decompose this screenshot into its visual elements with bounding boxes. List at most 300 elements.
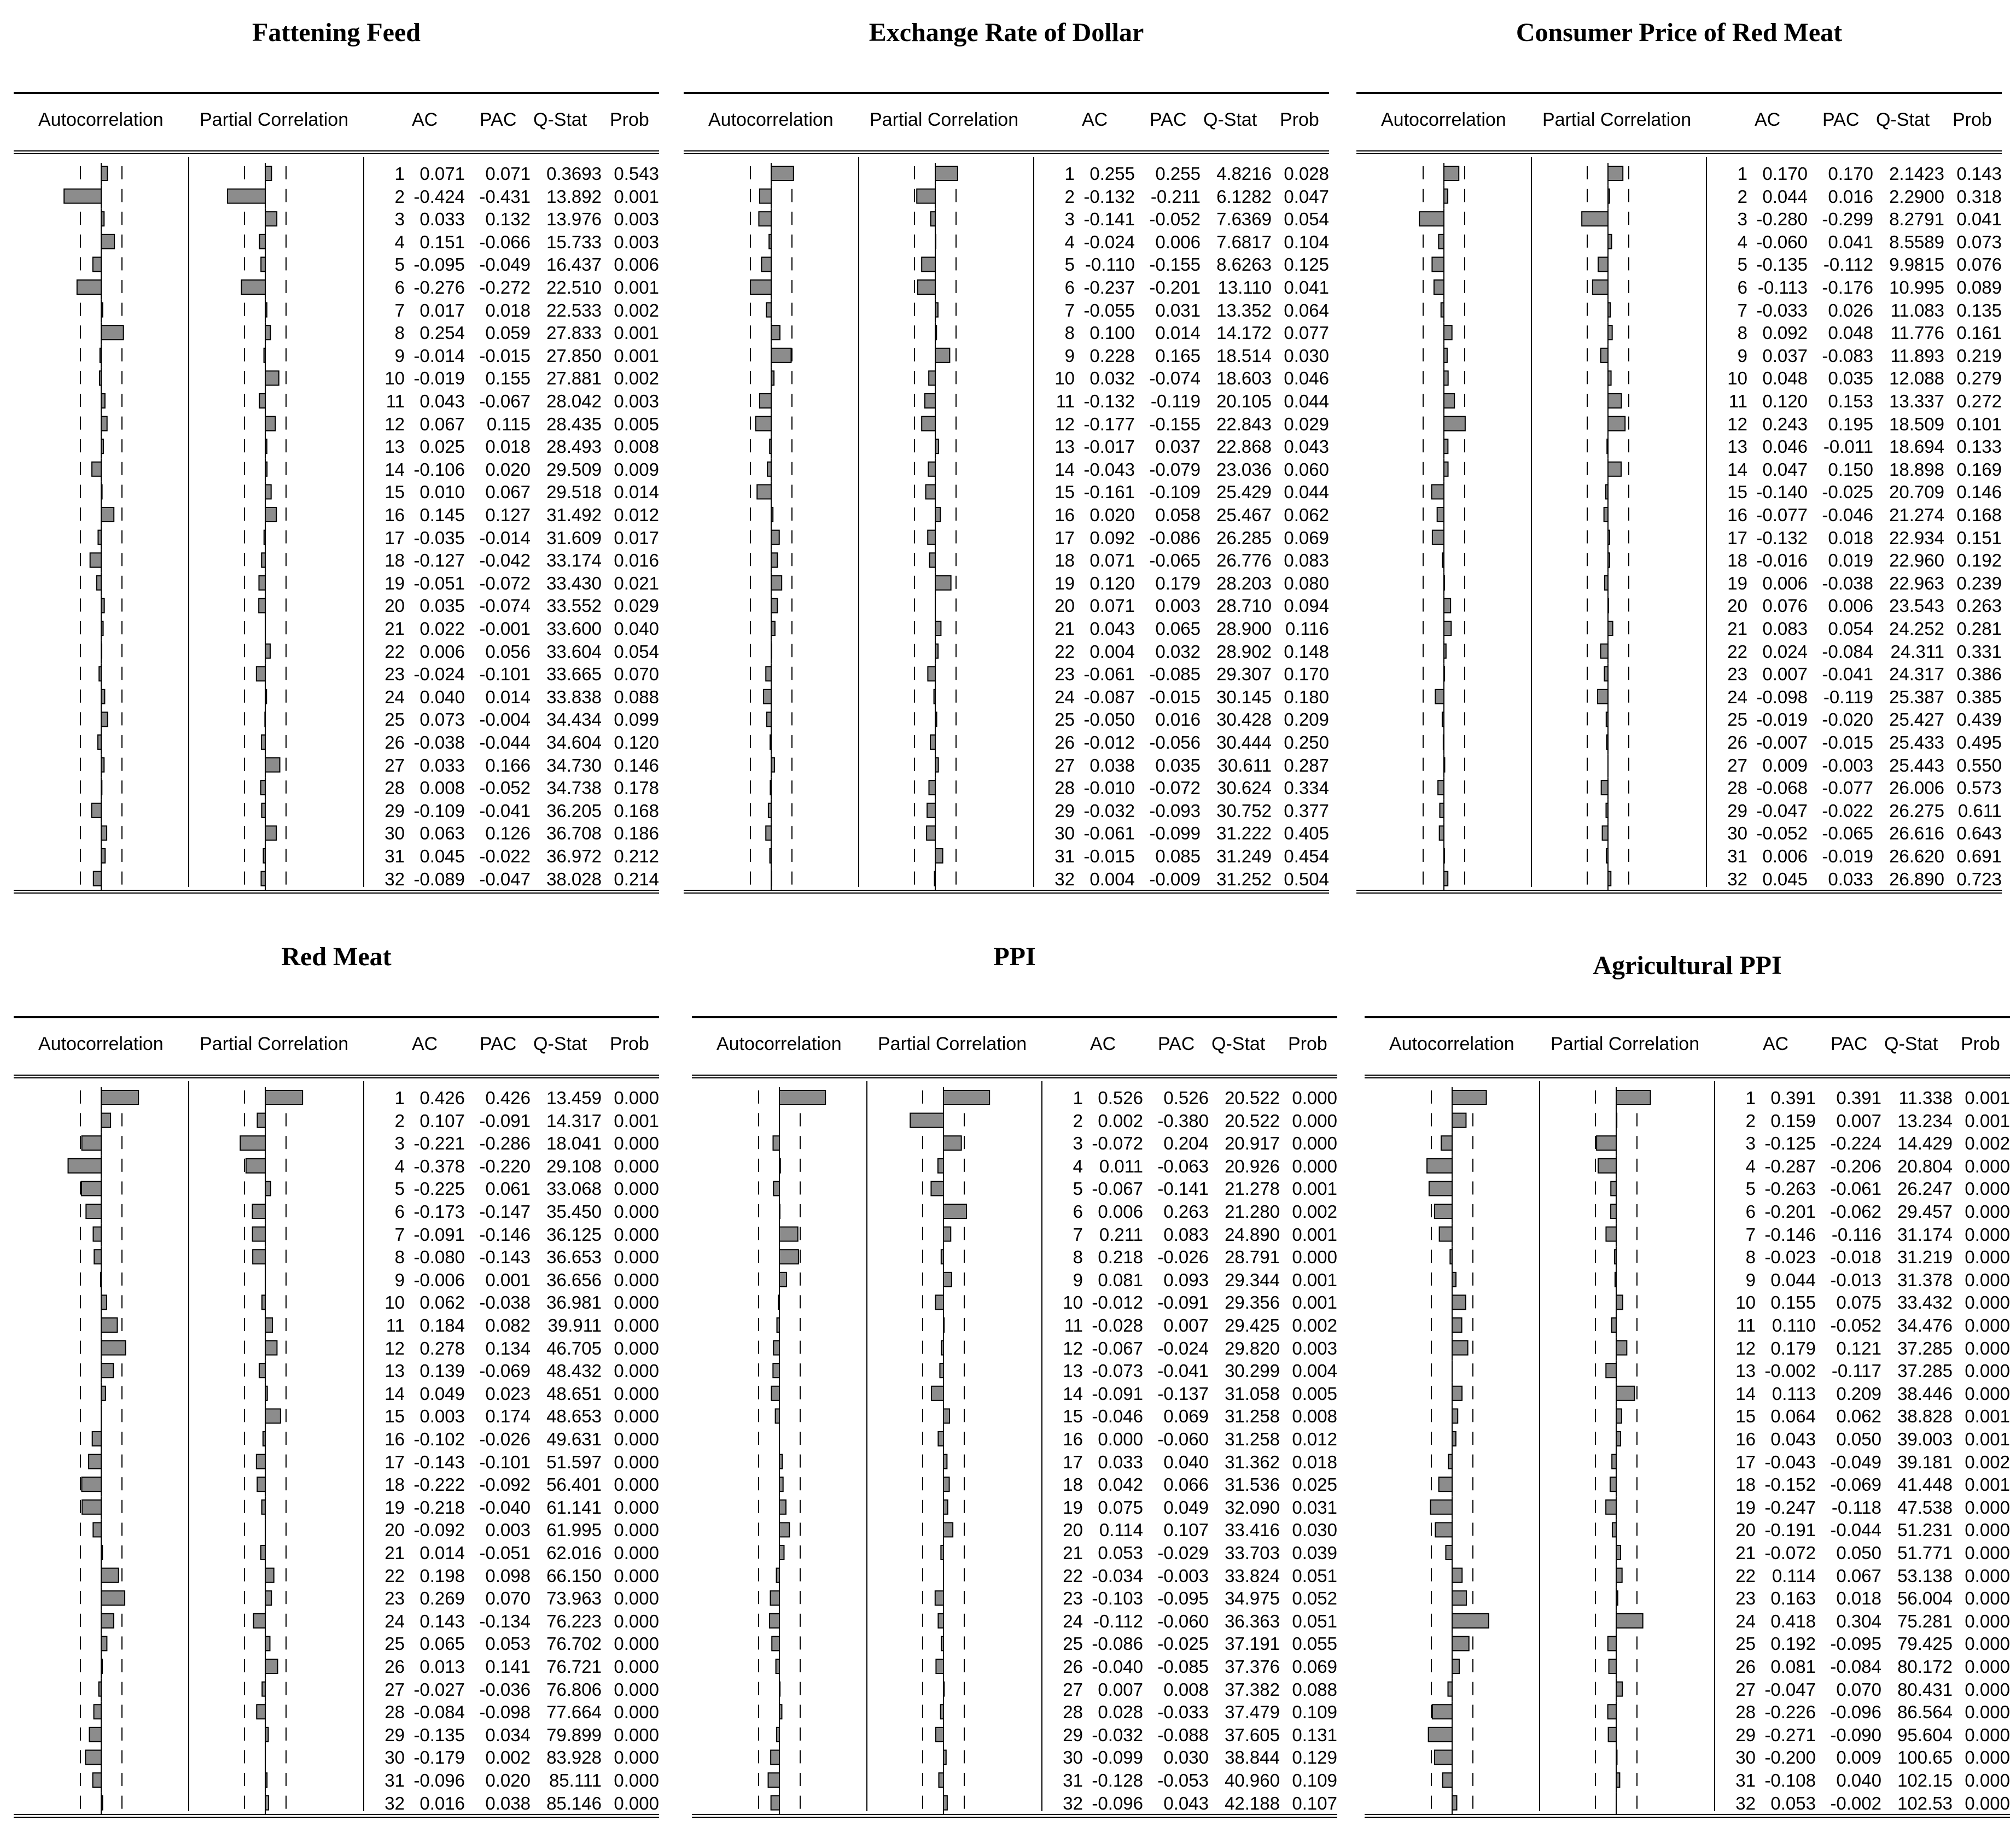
ac-cell: 0.092 xyxy=(1089,527,1135,548)
ac-cell: -0.103 xyxy=(1092,1588,1143,1609)
header-prob: Prob xyxy=(1961,1034,2000,1054)
table-row xyxy=(684,641,1329,664)
ac-cell: 0.045 xyxy=(1762,868,1808,889)
ac-cell: 0.049 xyxy=(419,1383,465,1404)
table-row xyxy=(14,209,659,231)
pac-cell: 0.141 xyxy=(485,1656,531,1677)
lag-cell: 15 xyxy=(1054,482,1075,503)
pac-cell: 0.121 xyxy=(1836,1338,1881,1358)
prob-cell: 0.039 xyxy=(1292,1543,1337,1563)
lag-cell: 9 xyxy=(1745,1269,1756,1290)
ac-cell: -0.086 xyxy=(1092,1633,1143,1654)
ac-cell: 0.120 xyxy=(1762,391,1808,411)
lag-cell: 27 xyxy=(384,1679,405,1700)
table-row xyxy=(684,346,1329,368)
lag-cell: 11 xyxy=(386,1315,405,1335)
ac-cell: 0.179 xyxy=(1770,1338,1816,1358)
ac-cell: 0.025 xyxy=(419,436,465,457)
qstat-cell: 30.444 xyxy=(1216,732,1272,752)
pac-cell: 0.071 xyxy=(485,164,531,184)
prob-cell: 0.000 xyxy=(614,1543,659,1563)
qstat-cell: 34.434 xyxy=(546,709,602,730)
qstat-cell: 33.416 xyxy=(1225,1520,1280,1541)
ac-cell: 0.159 xyxy=(1770,1110,1816,1131)
ac-cell: 0.065 xyxy=(419,1633,465,1654)
table-row xyxy=(1365,1292,2010,1315)
pac-cell: 0.006 xyxy=(1155,231,1201,252)
qstat-cell: 33.430 xyxy=(546,573,602,593)
prob-cell: 0.077 xyxy=(1284,323,1329,343)
lag-cell: 17 xyxy=(1727,527,1747,548)
ac-cell: 0.007 xyxy=(1762,664,1808,685)
table-row xyxy=(684,164,1329,186)
prob-cell: 0.209 xyxy=(1284,709,1329,730)
ac-cell: 0.081 xyxy=(1098,1269,1143,1290)
table-row xyxy=(1365,1770,2010,1793)
prob-cell: 0.018 xyxy=(1292,1451,1337,1472)
ac-cell: 0.033 xyxy=(1098,1451,1143,1472)
pac-cell: -0.272 xyxy=(479,277,531,297)
ac-cell: 0.048 xyxy=(1762,368,1808,389)
pac-cell: -0.147 xyxy=(479,1201,531,1222)
table-row xyxy=(1356,300,2002,323)
prob-cell: 0.272 xyxy=(1956,391,2002,411)
lag-cell: 26 xyxy=(1054,732,1075,752)
ac-cell: 0.016 xyxy=(419,1793,465,1813)
lag-cell: 18 xyxy=(1727,550,1747,571)
prob-cell: 0.611 xyxy=(1957,800,2002,821)
table-row xyxy=(1356,164,2002,186)
ac-cell: 0.044 xyxy=(1770,1269,1816,1290)
header-autocorrelation: Autocorrelation xyxy=(716,1034,842,1054)
pac-cell: -0.084 xyxy=(1822,641,1873,662)
prob-cell: 0.041 xyxy=(1284,277,1329,297)
lag-cell: 23 xyxy=(1054,664,1075,685)
table-row xyxy=(1365,1474,2010,1497)
ac-cell: 0.391 xyxy=(1770,1088,1816,1108)
qstat-cell: 23.036 xyxy=(1216,459,1272,480)
table-row xyxy=(1356,277,2002,300)
qstat-cell: 21.274 xyxy=(1889,505,1944,525)
table-row xyxy=(684,778,1329,800)
table-row xyxy=(1356,596,2002,618)
qstat-cell: 11.893 xyxy=(1890,345,1944,366)
ac-cell: -0.110 xyxy=(1085,254,1135,275)
header-qstat: Q-Stat xyxy=(533,109,587,130)
qstat-cell: 26.890 xyxy=(1889,868,1944,889)
pac-cell: -0.067 xyxy=(479,391,531,411)
table-row xyxy=(692,1178,1337,1201)
pac-cell: 0.526 xyxy=(1163,1088,1209,1108)
table-row xyxy=(684,186,1329,209)
lag-cell: 25 xyxy=(1735,1633,1756,1654)
header-qstat: Q-Stat xyxy=(1211,1034,1266,1054)
table-row xyxy=(1365,1725,2010,1747)
lag-cell: 32 xyxy=(384,1793,405,1813)
prob-cell: 0.000 xyxy=(614,1451,659,1472)
qstat-cell: 48.653 xyxy=(546,1406,602,1427)
lag-cell: 21 xyxy=(384,1543,405,1563)
qstat-cell: 51.231 xyxy=(1897,1520,1953,1541)
prob-cell: 0.318 xyxy=(1956,186,2002,207)
lag-cell: 15 xyxy=(1063,1406,1083,1427)
prob-cell: 0.000 xyxy=(614,1770,659,1790)
prob-cell: 0.014 xyxy=(614,482,659,503)
prob-cell: 0.454 xyxy=(1284,846,1329,866)
lag-cell: 25 xyxy=(1054,709,1075,730)
ac-cell: 0.004 xyxy=(1089,868,1135,889)
table-row xyxy=(14,1793,659,1816)
ac-cell: -0.043 xyxy=(1764,1451,1816,1472)
prob-cell: 0.002 xyxy=(1965,1133,2010,1154)
qstat-cell: 26.275 xyxy=(1889,800,1944,821)
table-body xyxy=(1365,1078,2010,1818)
qstat-cell: 86.564 xyxy=(1897,1702,1953,1723)
table-row xyxy=(14,1656,659,1679)
pac-cell: -0.286 xyxy=(479,1133,531,1154)
qstat-cell: 34.738 xyxy=(546,778,602,798)
pac-cell: 0.165 xyxy=(1155,345,1201,366)
pac-cell: -0.155 xyxy=(1149,413,1201,434)
qstat-cell: 37.285 xyxy=(1897,1361,1953,1381)
panel-title: Consumer Price of Red Meat xyxy=(1516,18,1843,47)
table-row xyxy=(684,869,1329,891)
lag-cell: 3 xyxy=(1737,209,1747,230)
ac-cell: 0.075 xyxy=(1098,1497,1143,1518)
qstat-cell: 18.898 xyxy=(1889,459,1944,480)
table-row xyxy=(14,1292,659,1315)
ac-cell: 0.254 xyxy=(419,323,465,343)
prob-cell: 0.000 xyxy=(614,1406,659,1427)
table-row xyxy=(1356,664,2002,686)
table-row xyxy=(692,1770,1337,1793)
correlogram-table xyxy=(1356,92,2002,894)
table-row xyxy=(14,1611,659,1633)
prob-cell: 0.046 xyxy=(1284,368,1329,389)
qstat-cell: 2.1423 xyxy=(1889,164,1944,184)
ac-cell: -0.098 xyxy=(1756,686,1808,707)
prob-cell: 0.005 xyxy=(1292,1383,1337,1404)
lag-cell: 12 xyxy=(384,413,405,434)
prob-cell: 0.000 xyxy=(1292,1156,1337,1176)
qstat-cell: 27.833 xyxy=(546,323,602,343)
prob-cell: 0.002 xyxy=(1292,1201,1337,1222)
table-row xyxy=(14,1224,659,1247)
lag-cell: 28 xyxy=(384,778,405,798)
ac-cell: -0.091 xyxy=(1092,1383,1143,1404)
table-row xyxy=(1365,1406,2010,1428)
lag-cell: 9 xyxy=(1737,345,1747,366)
pac-cell: -0.065 xyxy=(1822,823,1873,844)
pac-cell: -0.299 xyxy=(1822,209,1873,230)
ac-cell: -0.046 xyxy=(1092,1406,1143,1427)
pac-cell: 0.014 xyxy=(485,686,531,707)
table-row xyxy=(14,300,659,323)
prob-cell: 0.000 xyxy=(1965,1315,2010,1335)
lag-cell: 32 xyxy=(384,868,405,889)
prob-cell: 0.000 xyxy=(614,1315,659,1335)
header-pac: PAC xyxy=(1158,1034,1195,1054)
lag-cell: 7 xyxy=(1737,300,1747,320)
qstat-cell: 22.533 xyxy=(546,300,602,320)
qstat-cell: 53.138 xyxy=(1897,1565,1953,1586)
qstat-cell: 27.881 xyxy=(546,368,602,389)
table-row xyxy=(14,869,659,891)
lag-cell: 26 xyxy=(384,732,405,752)
ac-cell: 0.008 xyxy=(419,778,465,798)
table-row xyxy=(1356,391,2002,413)
table-row xyxy=(692,1406,1337,1428)
prob-cell: 0.109 xyxy=(1292,1770,1337,1790)
pac-cell: -0.026 xyxy=(1157,1247,1209,1268)
lag-cell: 1 xyxy=(1737,164,1747,184)
pac-cell: 0.020 xyxy=(485,1770,531,1790)
ac-cell: 0.006 xyxy=(1762,573,1808,593)
ac-cell: 0.033 xyxy=(419,755,465,775)
correlogram-panel xyxy=(692,924,1337,1832)
pac-cell: 0.034 xyxy=(485,1724,531,1745)
prob-cell: 0.000 xyxy=(1292,1088,1337,1108)
pac-cell: 0.016 xyxy=(1828,186,1873,207)
table-row xyxy=(684,391,1329,413)
table-row xyxy=(14,1770,659,1793)
lag-cell: 26 xyxy=(1727,732,1747,752)
pac-cell: 0.040 xyxy=(1836,1770,1881,1790)
ac-cell: -0.096 xyxy=(413,1770,465,1790)
prob-cell: 0.000 xyxy=(614,1633,659,1654)
table-row xyxy=(14,1702,659,1724)
prob-cell: 0.000 xyxy=(1965,1747,2010,1768)
qstat-cell: 100.65 xyxy=(1897,1747,1953,1768)
prob-cell: 0.405 xyxy=(1284,823,1329,844)
lag-cell: 28 xyxy=(1727,778,1747,798)
pac-cell: 0.426 xyxy=(485,1088,531,1108)
prob-cell: 0.573 xyxy=(1956,778,2002,798)
lag-cell: 9 xyxy=(394,345,405,366)
lag-cell: 28 xyxy=(1735,1702,1756,1723)
lag-cell: 26 xyxy=(1735,1656,1756,1677)
ac-cell: 0.120 xyxy=(1089,573,1135,593)
table-row xyxy=(692,1497,1337,1520)
table-row xyxy=(1365,1520,2010,1542)
pac-cell: 0.056 xyxy=(485,641,531,662)
qstat-cell: 37.479 xyxy=(1225,1702,1280,1723)
prob-cell: 0.219 xyxy=(1956,345,2002,366)
prob-cell: 0.069 xyxy=(1292,1656,1337,1677)
ac-cell: 0.228 xyxy=(1089,345,1135,366)
qstat-cell: 10.995 xyxy=(1889,277,1944,297)
pac-cell: -0.013 xyxy=(1830,1269,1881,1290)
lag-cell: 1 xyxy=(1064,164,1075,184)
lag-cell: 17 xyxy=(1063,1451,1083,1472)
ac-cell: 0.062 xyxy=(419,1292,465,1313)
table-row xyxy=(14,368,659,390)
prob-cell: 0.000 xyxy=(1965,1588,2010,1609)
prob-cell: 0.094 xyxy=(1284,596,1329,616)
qstat-cell: 26.620 xyxy=(1889,846,1944,866)
lag-cell: 14 xyxy=(384,459,405,480)
qstat-cell: 36.205 xyxy=(546,800,602,821)
ac-cell: 0.042 xyxy=(1098,1474,1143,1495)
prob-cell: 0.001 xyxy=(614,186,659,207)
pac-cell: -0.211 xyxy=(1150,186,1201,207)
pac-cell: -0.047 xyxy=(479,868,531,889)
prob-cell: 0.000 xyxy=(1965,1497,2010,1518)
lag-cell: 17 xyxy=(384,527,405,548)
lag-cell: 2 xyxy=(1745,1110,1756,1131)
lag-cell: 5 xyxy=(1064,254,1075,275)
prob-cell: 0.002 xyxy=(1965,1451,2010,1472)
ac-cell: -0.050 xyxy=(1083,709,1135,730)
table-row xyxy=(1356,528,2002,550)
table-row xyxy=(1365,1247,2010,1269)
lag-cell: 7 xyxy=(1064,300,1075,320)
table-row xyxy=(1356,778,2002,800)
pac-cell: 0.018 xyxy=(485,436,531,457)
table-row xyxy=(1356,482,2002,504)
table-row xyxy=(14,1520,659,1542)
prob-cell: 0.052 xyxy=(1292,1588,1337,1609)
prob-cell: 0.192 xyxy=(1956,550,2002,571)
ac-cell: -0.023 xyxy=(1764,1247,1816,1268)
prob-cell: 0.101 xyxy=(1956,413,2002,434)
prob-cell: 0.180 xyxy=(1284,686,1329,707)
ac-cell: -0.019 xyxy=(1756,709,1808,730)
pac-cell: -0.117 xyxy=(1831,1361,1881,1381)
lag-cell: 26 xyxy=(384,1656,405,1677)
prob-cell: 0.012 xyxy=(1292,1429,1337,1449)
table-row xyxy=(14,1270,659,1292)
lag-cell: 18 xyxy=(1735,1474,1756,1495)
table-row xyxy=(14,1633,659,1656)
lag-cell: 31 xyxy=(1063,1770,1083,1790)
qstat-cell: 30.428 xyxy=(1216,709,1272,730)
table-row xyxy=(14,550,659,573)
ac-cell: 0.243 xyxy=(1762,413,1808,434)
pac-cell: -0.093 xyxy=(1149,800,1201,821)
qstat-cell: 8.5589 xyxy=(1889,231,1944,252)
qstat-cell: 35.450 xyxy=(546,1201,602,1222)
lag-cell: 32 xyxy=(1063,1793,1083,1813)
qstat-cell: 38.028 xyxy=(546,868,602,889)
qstat-cell: 30.145 xyxy=(1216,686,1272,707)
qstat-cell: 33.703 xyxy=(1225,1543,1280,1563)
pac-cell: 0.006 xyxy=(1828,596,1873,616)
table-row xyxy=(692,1384,1337,1406)
ac-cell: 0.017 xyxy=(419,300,465,320)
qstat-cell: 28.042 xyxy=(546,391,602,411)
lag-cell: 7 xyxy=(394,1224,405,1245)
qstat-cell: 33.838 xyxy=(546,686,602,707)
qstat-cell: 8.2791 xyxy=(1889,209,1944,230)
ac-cell: 0.139 xyxy=(419,1361,465,1381)
prob-cell: 0.000 xyxy=(1965,1383,2010,1404)
qstat-cell: 20.522 xyxy=(1225,1110,1280,1131)
table-row xyxy=(1365,1178,2010,1201)
lag-cell: 11 xyxy=(1737,1315,1756,1335)
ac-cell: 0.114 xyxy=(1772,1565,1816,1586)
table-row xyxy=(14,1111,659,1133)
qstat-cell: 28.493 xyxy=(546,436,602,457)
ac-cell: 0.035 xyxy=(419,596,465,616)
qstat-cell: 31.258 xyxy=(1225,1406,1280,1427)
table-row xyxy=(692,1452,1337,1474)
pac-cell: -0.053 xyxy=(1157,1770,1209,1790)
lag-cell: 14 xyxy=(1054,459,1075,480)
qstat-cell: 34.730 xyxy=(546,755,602,775)
lag-cell: 27 xyxy=(1063,1679,1083,1700)
qstat-cell: 37.605 xyxy=(1225,1724,1280,1745)
qstat-cell: 33.600 xyxy=(546,619,602,639)
table-row xyxy=(1365,1111,2010,1133)
lag-cell: 7 xyxy=(394,300,405,320)
lag-cell: 6 xyxy=(1737,277,1747,297)
pac-cell: -0.065 xyxy=(1149,550,1201,571)
table-row xyxy=(14,1497,659,1520)
panel-title: Red Meat xyxy=(281,942,392,971)
prob-cell: 0.099 xyxy=(614,709,659,730)
ac-cell: -0.024 xyxy=(1083,231,1135,252)
pac-cell: -0.431 xyxy=(479,186,531,207)
header-partial-correlation: Partial Correlation xyxy=(200,109,349,130)
ac-cell: -0.132 xyxy=(1083,391,1135,411)
lag-cell: 12 xyxy=(1735,1338,1756,1358)
pac-cell: 0.085 xyxy=(1155,846,1201,866)
panel-title: Agricultural PPI xyxy=(1593,951,1782,980)
table-header xyxy=(692,1016,1337,1078)
pac-cell: -0.062 xyxy=(1830,1201,1881,1222)
table-row xyxy=(692,1247,1337,1269)
qstat-cell: 41.448 xyxy=(1897,1474,1953,1495)
ac-cell: 0.002 xyxy=(1098,1110,1143,1131)
qstat-cell: 36.708 xyxy=(546,823,602,844)
prob-cell: 0.001 xyxy=(1965,1088,2010,1108)
ac-cell: -0.047 xyxy=(1756,800,1808,821)
lag-cell: 1 xyxy=(1745,1088,1756,1108)
lag-cell: 23 xyxy=(384,1588,405,1609)
lag-cell: 10 xyxy=(1054,368,1075,389)
table-row xyxy=(1356,801,2002,823)
lag-cell: 5 xyxy=(394,254,405,275)
header-pac: PAC xyxy=(1150,109,1187,130)
pac-cell: 0.053 xyxy=(485,1633,531,1654)
qstat-cell: 25.433 xyxy=(1889,732,1944,752)
pac-cell: 0.107 xyxy=(1163,1520,1209,1541)
pac-cell: -0.380 xyxy=(1157,1110,1209,1131)
pac-cell: -0.069 xyxy=(479,1361,531,1381)
pac-cell: -0.096 xyxy=(1830,1702,1881,1723)
pac-cell: 0.007 xyxy=(1163,1315,1209,1335)
pac-cell: -0.056 xyxy=(1149,732,1201,752)
ac-cell: -0.161 xyxy=(1083,482,1135,503)
qstat-cell: 79.899 xyxy=(546,1724,602,1745)
pac-cell: -0.046 xyxy=(1822,505,1873,525)
pac-cell: 0.030 xyxy=(1163,1747,1209,1768)
table-row xyxy=(1356,732,2002,755)
pac-cell: 0.035 xyxy=(1155,755,1201,775)
ac-cell: 0.110 xyxy=(1772,1315,1816,1335)
header-autocorrelation: Autocorrelation xyxy=(38,109,164,130)
pac-cell: -0.206 xyxy=(1830,1156,1881,1176)
table-row xyxy=(692,1520,1337,1542)
ac-cell: 0.053 xyxy=(1770,1793,1816,1813)
prob-cell: 0.000 xyxy=(614,1747,659,1768)
lag-cell: 5 xyxy=(1073,1178,1083,1199)
prob-cell: 0.186 xyxy=(614,823,659,844)
lag-cell: 4 xyxy=(1064,231,1075,252)
ac-cell: -0.032 xyxy=(1083,800,1135,821)
ac-cell: 0.040 xyxy=(419,686,465,707)
